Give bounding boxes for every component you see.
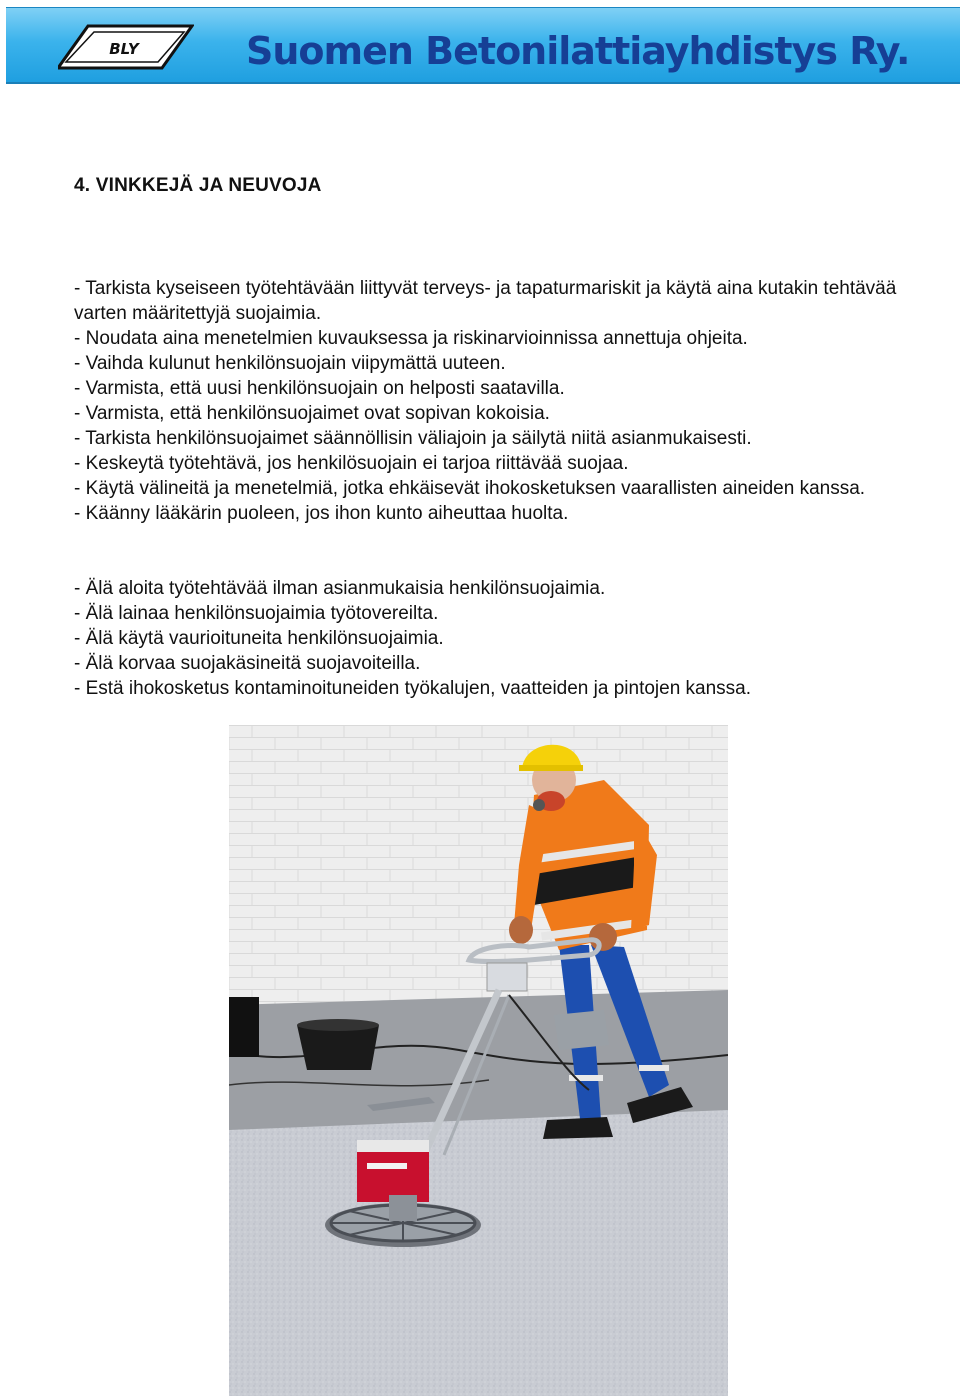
- organization-title: Suomen Betonilattiayhdistys Ry.: [246, 29, 910, 73]
- list-item: - Noudata aina menetelmien kuvauksessa ja riskinarvioinnissa annettuja ohjeita.: [74, 328, 748, 349]
- photo-illustration: [229, 725, 728, 1396]
- list-item: - Älä käytä vaurioituneita henkilönsuojaimia.: [74, 628, 444, 649]
- list-item: - Varmista, että henkilönsuojaimet ovat sopivan kokoisia.: [74, 403, 550, 424]
- tips-dont-list: [74, 576, 934, 701]
- page-header: [6, 7, 960, 84]
- bly-logo: [58, 24, 194, 70]
- logo-text: BLY: [109, 40, 139, 58]
- list-item: - Keskeytä työtehtävä, jos henkilösuojain ei tarjoa riittävää suojaa.: [74, 453, 629, 474]
- list-item: - Tarkista kyseiseen työtehtävään liittyvät terveys- ja tapaturmariskit ja käytä aina kutakin tehtävää varten määritettyjä suojaimia.: [74, 278, 897, 324]
- list-item: - Käytä välineitä ja menetelmiä, jotka ehkäisevät ihokosketuksen vaarallisten aineiden kanssa.: [74, 478, 866, 499]
- list-item: - Varmista, että uusi henkilönsuojain on helposti saatavilla.: [74, 378, 565, 399]
- list-item: - Estä ihokosketus kontaminoituneiden työkalujen, vaatteiden ja pintojen kanssa.: [74, 678, 752, 699]
- list-item: - Tarkista henkilönsuojaimet säännöllisin väliajoin ja säilytä niitä asianmukaisesti.: [74, 428, 752, 449]
- list-item: - Käänny lääkärin puoleen, jos ihon kunto aiheuttaa huolta.: [74, 503, 569, 524]
- list-item: - Älä korvaa suojakäsineitä suojavoiteilla.: [74, 653, 421, 674]
- worker-troweling-photo: [229, 725, 728, 1396]
- list-item: - Älä lainaa henkilönsuojaimia työtovereilta.: [74, 603, 439, 624]
- list-item: - Älä aloita työtehtävää ilman asianmukaisia henkilönsuojaimia.: [74, 578, 606, 599]
- tips-do-list: [74, 276, 934, 526]
- list-item: - Vaihda kulunut henkilönsuojain viipymättä uuteen.: [74, 353, 506, 374]
- section-heading: 4. VINKKEJÄ JA NEUVOJA: [74, 175, 322, 196]
